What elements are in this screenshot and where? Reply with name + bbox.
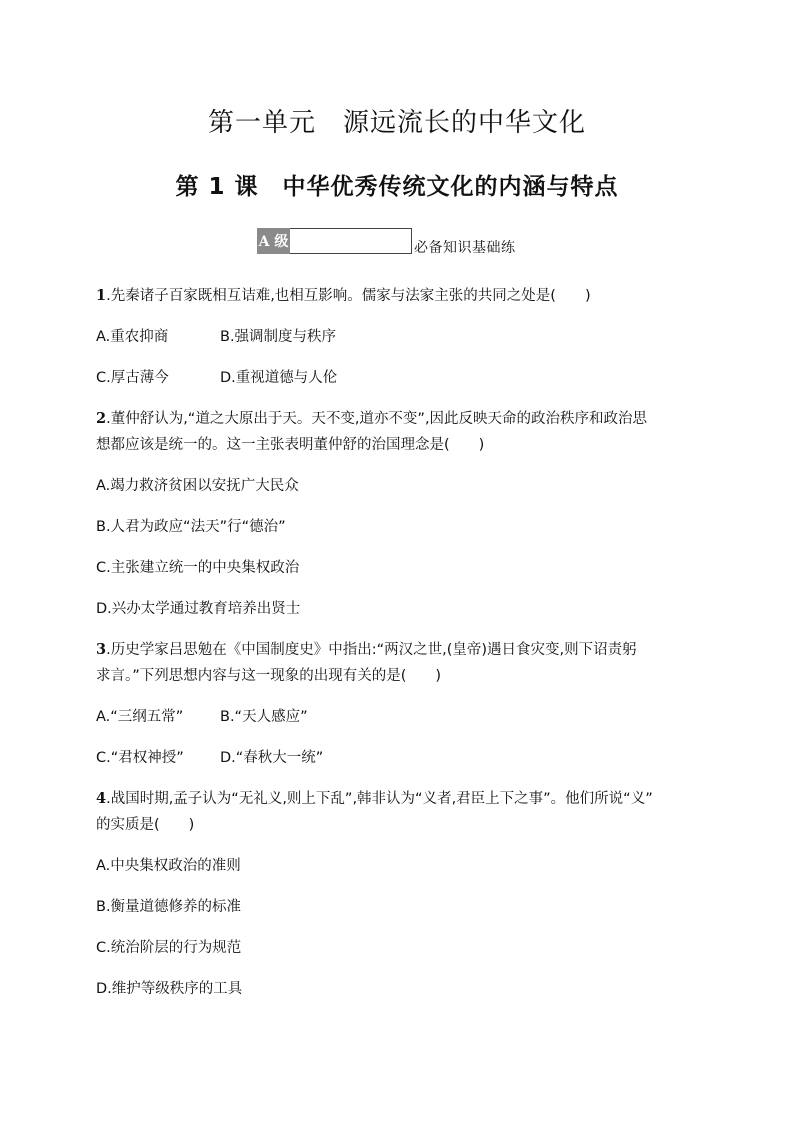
- question-stem-line-1: .董仲舒认为,“道之大原出于天。天不变,道亦不变”,因此反映天命的政治秩序和政治思: [106, 411, 648, 427]
- question-stem-line-2: 求言。”下列思想内容与这一现象的出现有关的是( ): [96, 668, 442, 684]
- question-3: [96, 637, 706, 771]
- question-number: 1: [96, 287, 107, 304]
- option-row: [96, 704, 706, 730]
- unit-title: 第一单元 源远流长的中华文化: [207, 108, 586, 138]
- option-row: [96, 365, 706, 391]
- question-stem-line-2: 想都应该是统一的。这一主张表明董仲舒的治国理念是( ): [96, 437, 485, 453]
- question-4: [96, 786, 706, 1002]
- option-a[interactable]: A.中央集权政治的准则: [96, 858, 241, 874]
- level-label: 必备知识基础练: [414, 240, 516, 256]
- option-c[interactable]: C.“君权神授”: [96, 750, 184, 766]
- question-text: [96, 637, 706, 689]
- lesson-title: 第 1 课 中华优秀传统文化的内涵与特点: [175, 174, 619, 200]
- question-number: 4: [96, 790, 107, 807]
- question-stem: .先秦诸子百家既相互诘难,也相互影响。儒家与法家主张的共同之处是( ): [106, 288, 591, 304]
- option-c[interactable]: C.主张建立统一的中央集权政治: [96, 560, 300, 576]
- option-d[interactable]: D.维护等级秩序的工具: [96, 981, 243, 997]
- question-list: [96, 283, 706, 1002]
- level-box: [290, 228, 412, 254]
- question-text: [96, 786, 706, 838]
- option-a[interactable]: A.重农抑商: [96, 329, 169, 345]
- option-a[interactable]: A.“三纲五常”: [96, 709, 184, 725]
- option-a[interactable]: A.竭力救济贫困以安抚广大民众: [96, 478, 299, 494]
- question-number: 2: [96, 410, 107, 427]
- question-2: [96, 406, 706, 622]
- option-b[interactable]: B.衡量道德修养的标准: [96, 899, 242, 915]
- question-number: 3: [96, 641, 107, 658]
- option-b[interactable]: B.强调制度与秩序: [220, 329, 337, 345]
- question-text: [96, 406, 706, 458]
- option-c[interactable]: C.厚古薄今: [96, 370, 169, 386]
- option-row: [96, 745, 706, 771]
- option-d[interactable]: D.兴办太学通过教育培养出贤士: [96, 601, 301, 617]
- option-b[interactable]: B.“天人感应”: [220, 709, 308, 725]
- option-b[interactable]: B.人君为政应“法天”行“德治”: [96, 519, 286, 535]
- question-stem-line-2: 的实质是( ): [96, 817, 195, 833]
- level-badge: A 级: [257, 228, 290, 254]
- level-header: [257, 228, 516, 254]
- option-d[interactable]: D.“春秋大一统”: [220, 750, 324, 766]
- option-d[interactable]: D.重视道德与人伦: [220, 370, 338, 386]
- question-stem-line-1: .历史学家吕思勉在《中国制度史》中指出:“两汉之世,(皇帝)遇日食灾变,则下诏责躬: [106, 642, 637, 658]
- question-1: [96, 283, 706, 391]
- question-text: [96, 283, 706, 309]
- question-stem-line-1: .战国时期,孟子认为“无礼义,则上下乱”,韩非认为“义者,君臣上下之事”。他们所说“义”: [106, 791, 653, 807]
- option-row: [96, 324, 706, 350]
- option-c[interactable]: C.统治阶层的行为规范: [96, 940, 242, 956]
